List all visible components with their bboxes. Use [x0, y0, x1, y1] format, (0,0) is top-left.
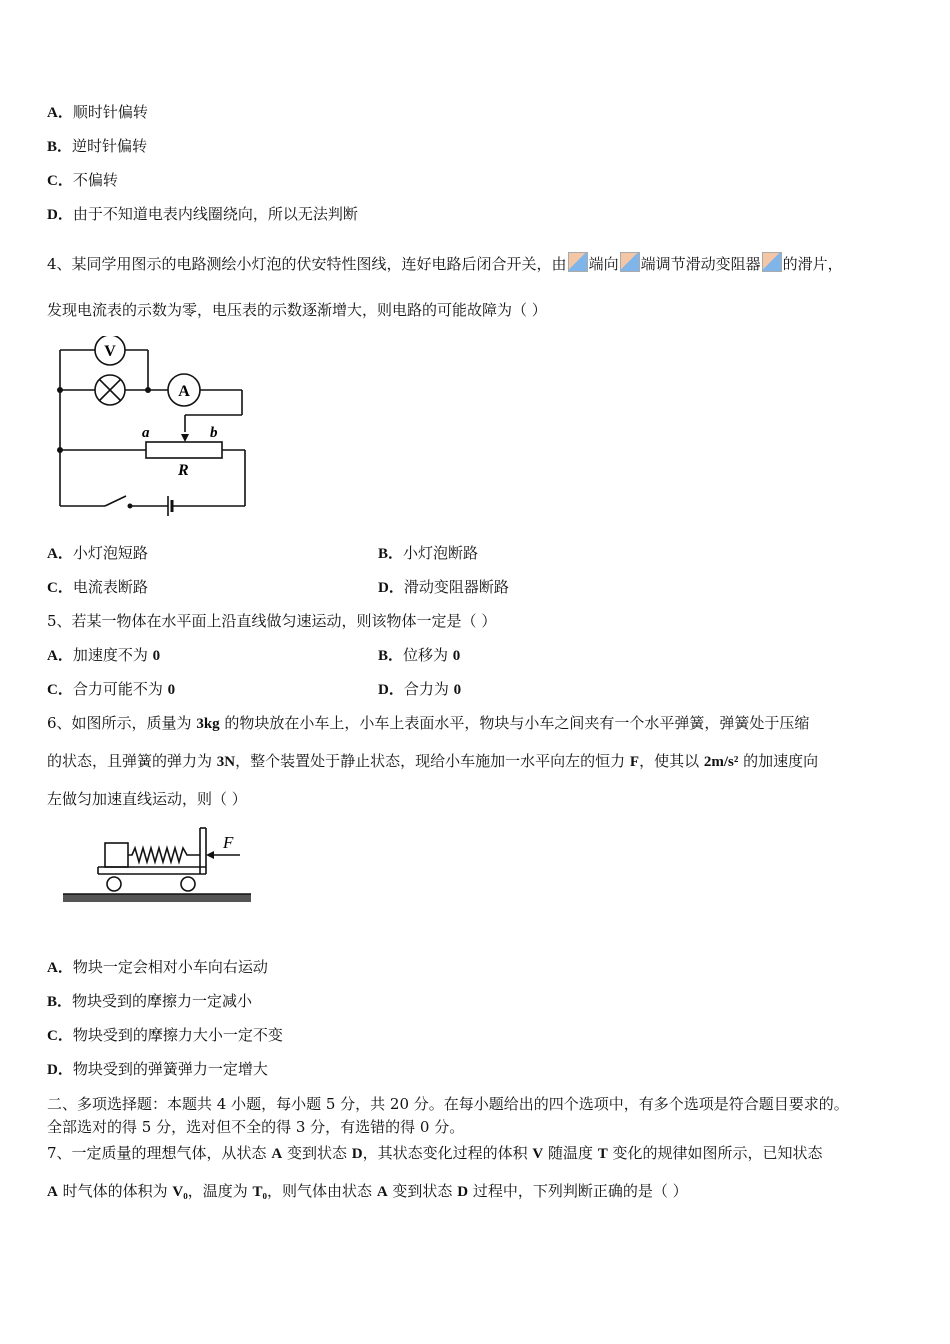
q6-option-b: B．物块受到的摩擦力一定减小: [47, 992, 253, 1010]
ammeter-label: A: [178, 383, 190, 400]
q6-option-c: C．物块受到的摩擦力大小一定不变: [47, 1026, 283, 1044]
q4-option-d: D．滑动变阻器断路: [378, 578, 509, 596]
q4-option-a: A．小灯泡短路: [47, 544, 148, 562]
q3-option-d: D．由于不知道电表内线圈绕向，所以无法判断: [47, 205, 358, 223]
resistor-label: R: [178, 462, 189, 479]
q5-option-b: B．位移为 0: [378, 646, 461, 664]
q7-stem-line2: A 时气体的体积为 V₀，温度为 T₀，则气体由状态 A 变到状态 D 过程中，下列判断正确的是（ ）: [47, 1182, 688, 1200]
force-label: F: [223, 833, 234, 852]
end-b-label: b: [210, 425, 218, 441]
q5-option-a: A．加速度不为 0: [47, 646, 161, 664]
q4-circuit-diagram: [50, 336, 250, 516]
voltmeter-label: V: [104, 343, 116, 360]
q4-option-c: C．电流表断路: [47, 578, 148, 596]
q6-stem-line1: 6、如图所示，质量为 3kg 的物块放在小车上，小车上表面水平，物块与小车之间夹有一个水平弹簧，弹簧处于压缩: [47, 714, 810, 732]
q5-option-c: C．合力可能不为 0: [47, 680, 176, 698]
q3-option-a: A．顺时针偏转: [47, 103, 148, 121]
q3-option-b: B．逆时针偏转: [47, 137, 148, 155]
section2-line2: 全部选对的得 5 分，选对但不全的得 3 分，有选错的得 0 分。: [47, 1118, 465, 1136]
q6-option-a: A．物块一定会相对小车向右运动: [47, 958, 268, 976]
q3-option-c: C．不偏转: [47, 171, 118, 189]
image-placeholder-icon: [620, 252, 640, 272]
q6-stem-line2: 的状态，且弹簧的弹力为 3N，整个装置处于静止状态，现给小车施加一水平向左的恒力 F，使其以 2m/s² 的加速度向: [47, 752, 819, 770]
q6-stem-line3: 左做匀加速直线运动，则（ ）: [47, 790, 247, 808]
image-placeholder-icon: [762, 252, 782, 272]
q4-option-b: B．小灯泡断路: [378, 544, 479, 562]
q6-option-d: D．物块受到的弹簧弹力一定增大: [47, 1060, 268, 1078]
q4-stem-line1: 4、某同学用图示的电路测绘小灯泡的伏安特性图线，连好电路后闭合开关，由 端向 端调节滑动变阻器 的滑片，: [47, 252, 843, 274]
q6-cart-diagram: [60, 822, 255, 908]
end-a-label: a: [142, 425, 150, 441]
section2-line1: 二、多项选择题：本题共 4 小题，每小题 5 分，共 20 分。在每小题给出的四个选项中，有多个选项是符合题目要求的。: [47, 1095, 849, 1113]
q4-stem-line2: 发现电流表的示数为零，电压表的示数逐渐增大，则电路的可能故障为（ ）: [47, 301, 547, 319]
q7-stem-line1: 7、一定质量的理想气体，从状态 A 变到状态 D，其状态变化过程的体积 V 随温度 T 变化的规律如图所示，已知状态: [47, 1144, 823, 1162]
image-placeholder-icon: [568, 252, 588, 272]
q5-stem: 5、若某一物体在水平面上沿直线做匀速运动，则该物体一定是（ ）: [47, 612, 497, 630]
q5-option-d: D．合力为 0: [378, 680, 462, 698]
